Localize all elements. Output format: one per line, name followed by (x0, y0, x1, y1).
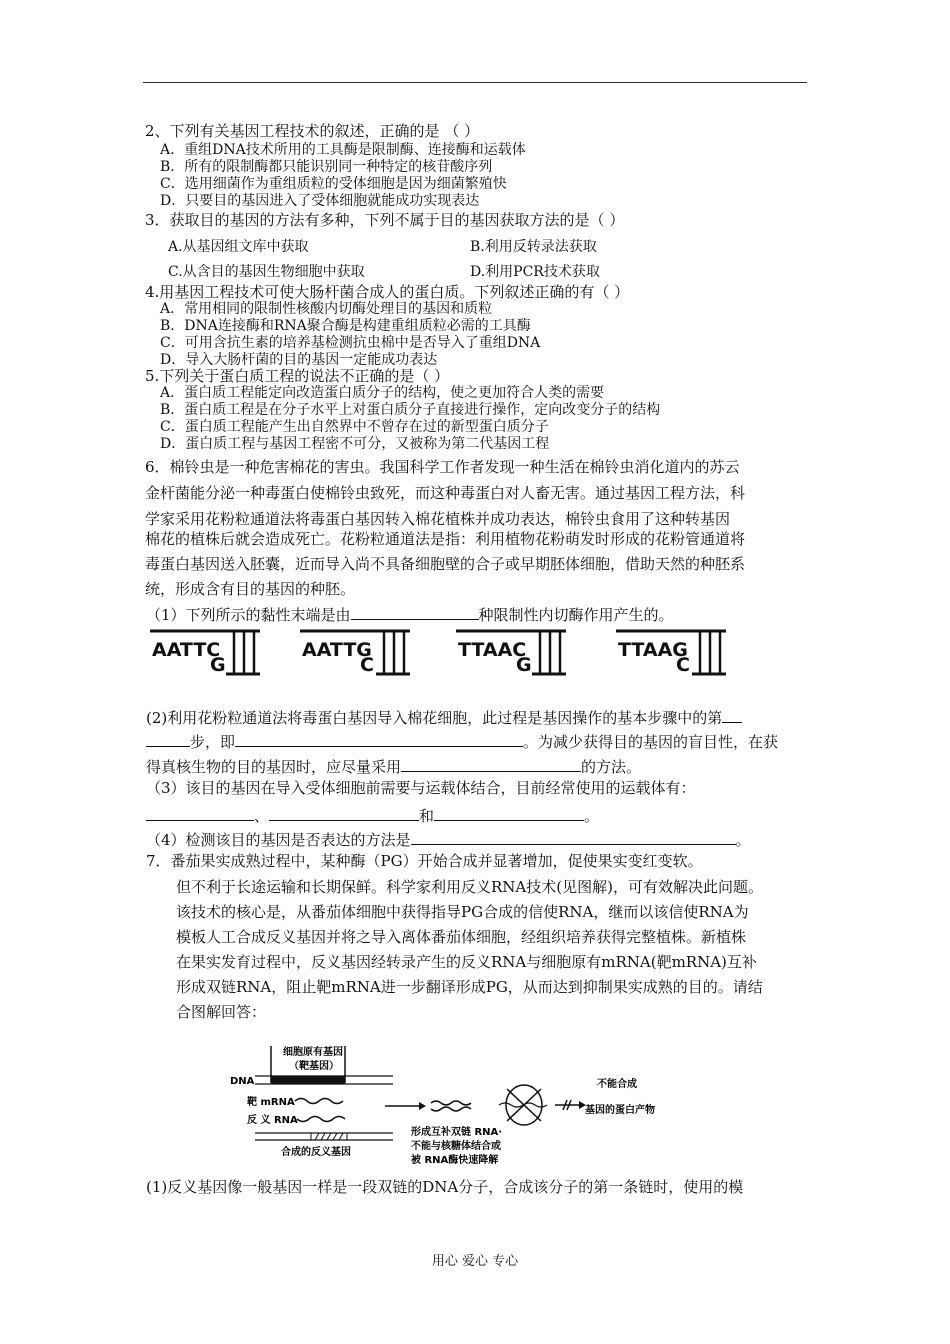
q6-sub4-blank[interactable] (411, 830, 736, 845)
q7-line-2: 但不利于长途运输和长期保鲜。科学家利用反义RNA技术(见图解)，可有效解决此问题。 (176, 878, 763, 896)
q6-sub3-sep2: 和 (419, 807, 435, 825)
q7-line-7: 合图解回答： (176, 1003, 267, 1021)
q2-option-d: D．只要目的基因进入了受体细胞就能成功实现表达 (160, 193, 480, 209)
q2-stem: 2、下列有关基因工程技术的叙述，正确的是 （ ） (145, 122, 480, 140)
target-gene-block (271, 1076, 345, 1084)
q6-sub2-line3 (146, 757, 641, 775)
antisense-rna-diagram (225, 1043, 705, 1171)
q6-sub2-blank-method[interactable] (401, 757, 581, 772)
antisense-gene-hatch (315, 1133, 343, 1140)
sticky-end-1 (150, 631, 260, 676)
header-rule (143, 82, 807, 83)
diagram-label-right-1: 不能合成 (597, 1079, 637, 1090)
q6-sub2-text3a: 得真核生物的目的基因时，应尽量采用 (146, 758, 402, 776)
q3-option-d: D.利用PCR技术获取 (470, 264, 600, 280)
q4-option-b: B．DNA连接酶和RNA聚合酶是构建重组质粒必需的工具酶 (160, 318, 531, 334)
q6-sub1-post: 种限制性内切酶作用产生的。 (478, 606, 674, 624)
q6-sub1-blank[interactable] (351, 605, 479, 620)
sticky-end-2 (300, 631, 410, 676)
q4-stem: 4.用基因工程技术可使大肠杆菌合成人的蛋白质。下列叙述正确的有（ ） (145, 283, 630, 301)
sticky-end-3 (456, 631, 566, 676)
q2-option-b: B．所有的限制酶都只能识别同一种特定的核苷酸序列 (160, 159, 493, 175)
q6-sub2-text2b: 。为减少获得目的基因的盲目性，在获 (523, 733, 779, 751)
q3-option-a: A.从基因组文库中获取 (168, 239, 309, 255)
q6-sub3-end: 。 (584, 807, 600, 825)
diagram-label-right-2: 基因的蛋白产物 (585, 1105, 655, 1116)
q7-line-6: 形成双链RNA，阻止靶mRNA进一步翻译形成PG，从而达到抑制果实成熟的目的。请结 (176, 978, 763, 996)
sticky-end-top-seq: TTAAG (618, 639, 688, 661)
q6-line-5: 毒蛋白基因送入胚囊，近而导入尚不具备细胞壁的合子或早期胚体细胞，借助天然的种胚系 (145, 555, 746, 573)
q6-sub2-line1 (146, 708, 742, 726)
q6-sub4 (146, 830, 751, 848)
q6-sub2-text1: (2)利用花粉粒通道法将毒蛋白基因导入棉花细胞，此过程是基因操作的基本步骤中的第 (146, 709, 723, 727)
q7-line-1: 7．番茄果实成熟过程中，某种酶（PG）开始合成并显著增加，促使果实变红变软。 (146, 852, 703, 870)
diagram-label-synth-gene: 合成的反义基因 (281, 1147, 351, 1158)
q6-sub4-end: 。 (735, 831, 751, 849)
q6-sub3-sep1: 、 (254, 807, 270, 825)
sticky-end-bottom-seq: C (676, 654, 690, 676)
q6-sub3-line2 (146, 806, 599, 824)
q7-line-5: 在果实发育过程中，反义基因经转录产生的反义RNA与细胞原有mRNA(靶mRNA)互补 (176, 953, 757, 971)
q4-option-d: D．导入大肠杆菌的目的基因一定能成功表达 (160, 352, 438, 368)
sticky-end-top-seq: TTAAC (458, 639, 527, 661)
q6-line-6: 统，形成含有目的基因的种胚。 (145, 580, 356, 598)
q6-sub3-line1: （3）该目的基因在导入受体细胞前需要与运载体结合，目前经常使用的运载体有： (146, 779, 696, 797)
q6-sub2-blank-step-a[interactable] (722, 708, 742, 723)
q6-line-3: 学家采用花粉粒通道法将毒蛋白基因转入棉花植株并成功表达，棉铃虫食用了这种转基因 (145, 510, 731, 528)
diagram-label-dna: DNA (230, 1076, 255, 1087)
q6-sub3-blank-2[interactable] (269, 806, 419, 821)
page-footer: 用心 爱心 专心 (431, 1254, 519, 1269)
sticky-end-bottom-seq: G (516, 654, 532, 676)
q7-line-4: 模板人工合成反义基因并将之导入离体番茄体细胞，经组织培养获得完整植株。新植株 (176, 928, 747, 946)
q3-option-b: B.利用反转录法获取 (470, 239, 597, 255)
diagram-label-orig-gene: 细胞原有基因 (283, 1047, 343, 1058)
q5-option-c: C．蛋白质工程能产生出自然界中不曾存在过的新型蛋白质分子 (160, 419, 549, 435)
sticky-end-bottom-seq: G (210, 654, 226, 676)
antisense-rna-wave (297, 1117, 345, 1122)
q6-sub2-text3b: 的方法。 (581, 758, 642, 776)
diagram-label-mid-1: 形成互补双链 RNA· (411, 1127, 503, 1138)
q2-option-a: A．重组DNA技术所用的工具酶是限制酶、连接酶和运载体 (160, 142, 526, 158)
sticky-ends-figure (140, 626, 760, 682)
q7-sub1: (1)反义基因像一般基因一样是一段双链的DNA分子，合成该分子的第一条链时，使用的模 (146, 1178, 744, 1196)
q3-stem: 3．获取目的基因的方法有多种，下列不属于目的基因获取方法的是（ ） (145, 211, 625, 229)
q6-sub2-blank-name[interactable] (235, 732, 523, 747)
sticky-end-top-seq: AATTG (302, 639, 372, 661)
q6-line-1: 6．棉铃虫是一种危害棉花的害虫。我国科学工作者发现一种生活在棉铃虫消化道内的苏云 (145, 458, 740, 476)
q4-option-a: A．常用相同的限制性核酸内切酶处理目的基因和质粒 (160, 301, 493, 317)
target-mrna-wave (295, 1099, 343, 1104)
q4-option-c: C．可用含抗生素的培养基检测抗虫棉中是否导入了重组DNA (160, 335, 541, 351)
double-strand-rna-icon (431, 1101, 471, 1111)
q6-sub3-blank-3[interactable] (434, 806, 584, 821)
q6-sub2-line2 (146, 732, 778, 750)
arrow-1-head (419, 1102, 426, 1110)
q6-sub1 (146, 605, 674, 623)
q6-sub2-text2a: 步，即 (190, 733, 236, 751)
sticky-end-4 (616, 631, 726, 676)
q7-line-3: 该技术的核心是，从番茄体细胞中获得指导PG合成的信使RNA，继而以该信使RNA为 (176, 903, 749, 921)
sticky-end-top-seq: AATTC (152, 639, 221, 661)
q2-option-c: C．选用细菌作为重组质粒的受体细胞是因为细菌繁殖快 (160, 176, 507, 192)
q5-option-b: B．蛋白质工程是在分子水平上对蛋白质分子直接进行操作，定向改变分子的结构 (160, 402, 661, 418)
diagram-label-target-gene: （靶基因） (289, 1061, 339, 1072)
q6-line-4: 棉花的植株后就会造成死亡。花粉粒通道法是指：利用植物花粉萌发时形成的花粉管通道将 (145, 530, 746, 548)
q5-option-a: A．蛋白质工程能定向改造蛋白质分子的结构，使之更加符合人类的需要 (160, 385, 605, 401)
diagram-label-mid-2: 不能与核糖体结合或 (411, 1141, 501, 1152)
sticky-end-bottom-seq: C (360, 654, 374, 676)
q6-line-2: 金杆菌能分泌一种毒蛋白使棉铃虫致死，而这种毒蛋白对人畜无害。通过基因工程方法，科 (145, 484, 746, 502)
diagram-label-antisense-rna: 反 义 RNA (247, 1115, 298, 1126)
q5-option-d: D．蛋白质工程与基因工程密不可分，又被称为第二代基因工程 (160, 436, 550, 452)
diagram-label-target-mrna: 靶 mRNA (247, 1097, 295, 1108)
q5-stem: 5.下列关于蛋白质工程的说法不正确的是（ ） (145, 367, 450, 385)
q6-sub3-blank-1[interactable] (146, 806, 254, 821)
diagram-label-mid-3: 被 RNA酶快速降解 (411, 1155, 499, 1166)
q3-option-c: C.从含目的基因生物细胞中获取 (168, 264, 365, 280)
q6-sub4-pre: （4）检测该目的基因是否表达的方法是 (146, 831, 411, 849)
q6-sub2-blank-step-b[interactable] (146, 732, 190, 747)
q6-sub1-pre: （1）下列所示的黏性末端是由 (146, 606, 351, 624)
